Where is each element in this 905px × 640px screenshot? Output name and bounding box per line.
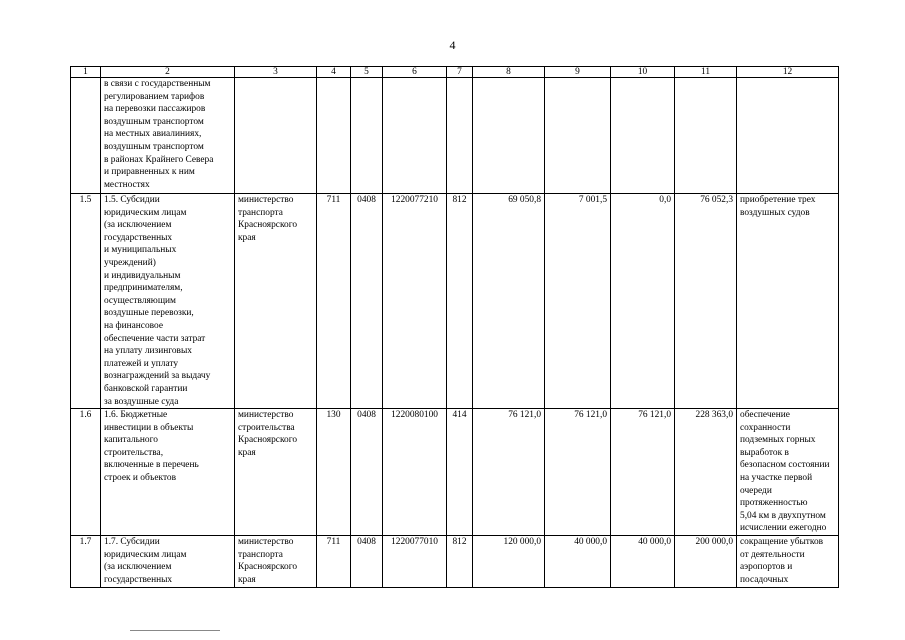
total-amount: 228 363,0 <box>675 409 737 536</box>
expected-result: обеспечение сохранности подземных горных выработок в безопасном состоянии на участке первой очереди протяженностью 5,04 км в двухпутном исчислении ежегодно <box>737 409 839 536</box>
column-header: 2 <box>101 67 235 78</box>
table-row <box>71 536 839 588</box>
expected-result: сокращение убытков от деятельности аэропортов и посадочных <box>737 536 839 588</box>
responsible-ministry: министерство строительства Красноярского края <box>235 409 317 536</box>
vr-code: 812 <box>447 536 473 588</box>
rzpr-code: 0408 <box>351 194 383 409</box>
grbs-code <box>317 78 351 194</box>
rzpr-code: 0408 <box>351 536 383 588</box>
expected-result: приобретение трех воздушных судов <box>737 194 839 409</box>
year2-amount: 40 000,0 <box>545 536 611 588</box>
year2-amount: 7 001,5 <box>545 194 611 409</box>
column-header: 3 <box>235 67 317 78</box>
csr-code <box>383 78 447 194</box>
measure-name: 1.6. Бюджетные инвестиции в объекты капитального строительства, включенные в перечень строек и объектов <box>101 409 235 536</box>
vr-code: 812 <box>447 194 473 409</box>
responsible-ministry: министерство транспорта Красноярского края <box>235 194 317 409</box>
measure-name: 1.5. Субсидии юридическим лицам (за исключением государственных и муниципальных учреждений) и индивидуальным предпринимателям, осуществляющим воздушные перевозки, на финансовое обеспечение части затрат на уплату лизинговых платежей и уплату вознаграждений за выдачу банковской гарантии за воздушные суда <box>101 194 235 409</box>
column-header: 6 <box>383 67 447 78</box>
year1-amount <box>473 78 545 194</box>
table-header-row <box>71 67 839 78</box>
table-row <box>71 78 839 194</box>
scan-artifact-line <box>130 630 220 636</box>
grbs-code: 130 <box>317 409 351 536</box>
page-number: 4 <box>449 38 456 52</box>
column-header: 8 <box>473 67 545 78</box>
year3-amount: 76 121,0 <box>611 409 675 536</box>
year3-amount: 40 000,0 <box>611 536 675 588</box>
vr-code <box>447 78 473 194</box>
measure-name: 1.7. Субсидии юридическим лицам (за исключением государственных <box>101 536 235 588</box>
column-header: 5 <box>351 67 383 78</box>
table-row <box>71 409 839 536</box>
csr-code: 1220077010 <box>383 536 447 588</box>
rzpr-code <box>351 78 383 194</box>
column-header: 4 <box>317 67 351 78</box>
row-number: 1.6 <box>71 409 101 536</box>
year1-amount: 120 000,0 <box>473 536 545 588</box>
total-amount: 76 052,3 <box>675 194 737 409</box>
total-amount: 200 000,0 <box>675 536 737 588</box>
responsible-ministry <box>235 78 317 194</box>
grbs-code: 711 <box>317 536 351 588</box>
measure-name: в связи с государственным регулированием тарифов на перевозки пассажиров воздушным транспортом на местных авиалиниях, воздушным транспортом в районах Крайнего Севера и приравненных к ним местностях <box>101 78 235 194</box>
row-number: 1.7 <box>71 536 101 588</box>
grbs-code: 711 <box>317 194 351 409</box>
row-number <box>71 78 101 194</box>
table-row <box>71 194 839 409</box>
rzpr-code: 0408 <box>351 409 383 536</box>
year3-amount: 0,0 <box>611 194 675 409</box>
column-header: 1 <box>71 67 101 78</box>
budget-table <box>70 66 839 588</box>
column-header: 12 <box>737 67 839 78</box>
year1-amount: 69 050,8 <box>473 194 545 409</box>
total-amount <box>675 78 737 194</box>
column-header: 10 <box>611 67 675 78</box>
vr-code: 414 <box>447 409 473 536</box>
column-header: 9 <box>545 67 611 78</box>
column-header: 11 <box>675 67 737 78</box>
responsible-ministry: министерство транспорта Красноярского края <box>235 536 317 588</box>
csr-code: 1220080100 <box>383 409 447 536</box>
year3-amount <box>611 78 675 194</box>
expected-result <box>737 78 839 194</box>
column-header: 7 <box>447 67 473 78</box>
year2-amount: 76 121,0 <box>545 409 611 536</box>
row-number: 1.5 <box>71 194 101 409</box>
year1-amount: 76 121,0 <box>473 409 545 536</box>
year2-amount <box>545 78 611 194</box>
csr-code: 1220077210 <box>383 194 447 409</box>
